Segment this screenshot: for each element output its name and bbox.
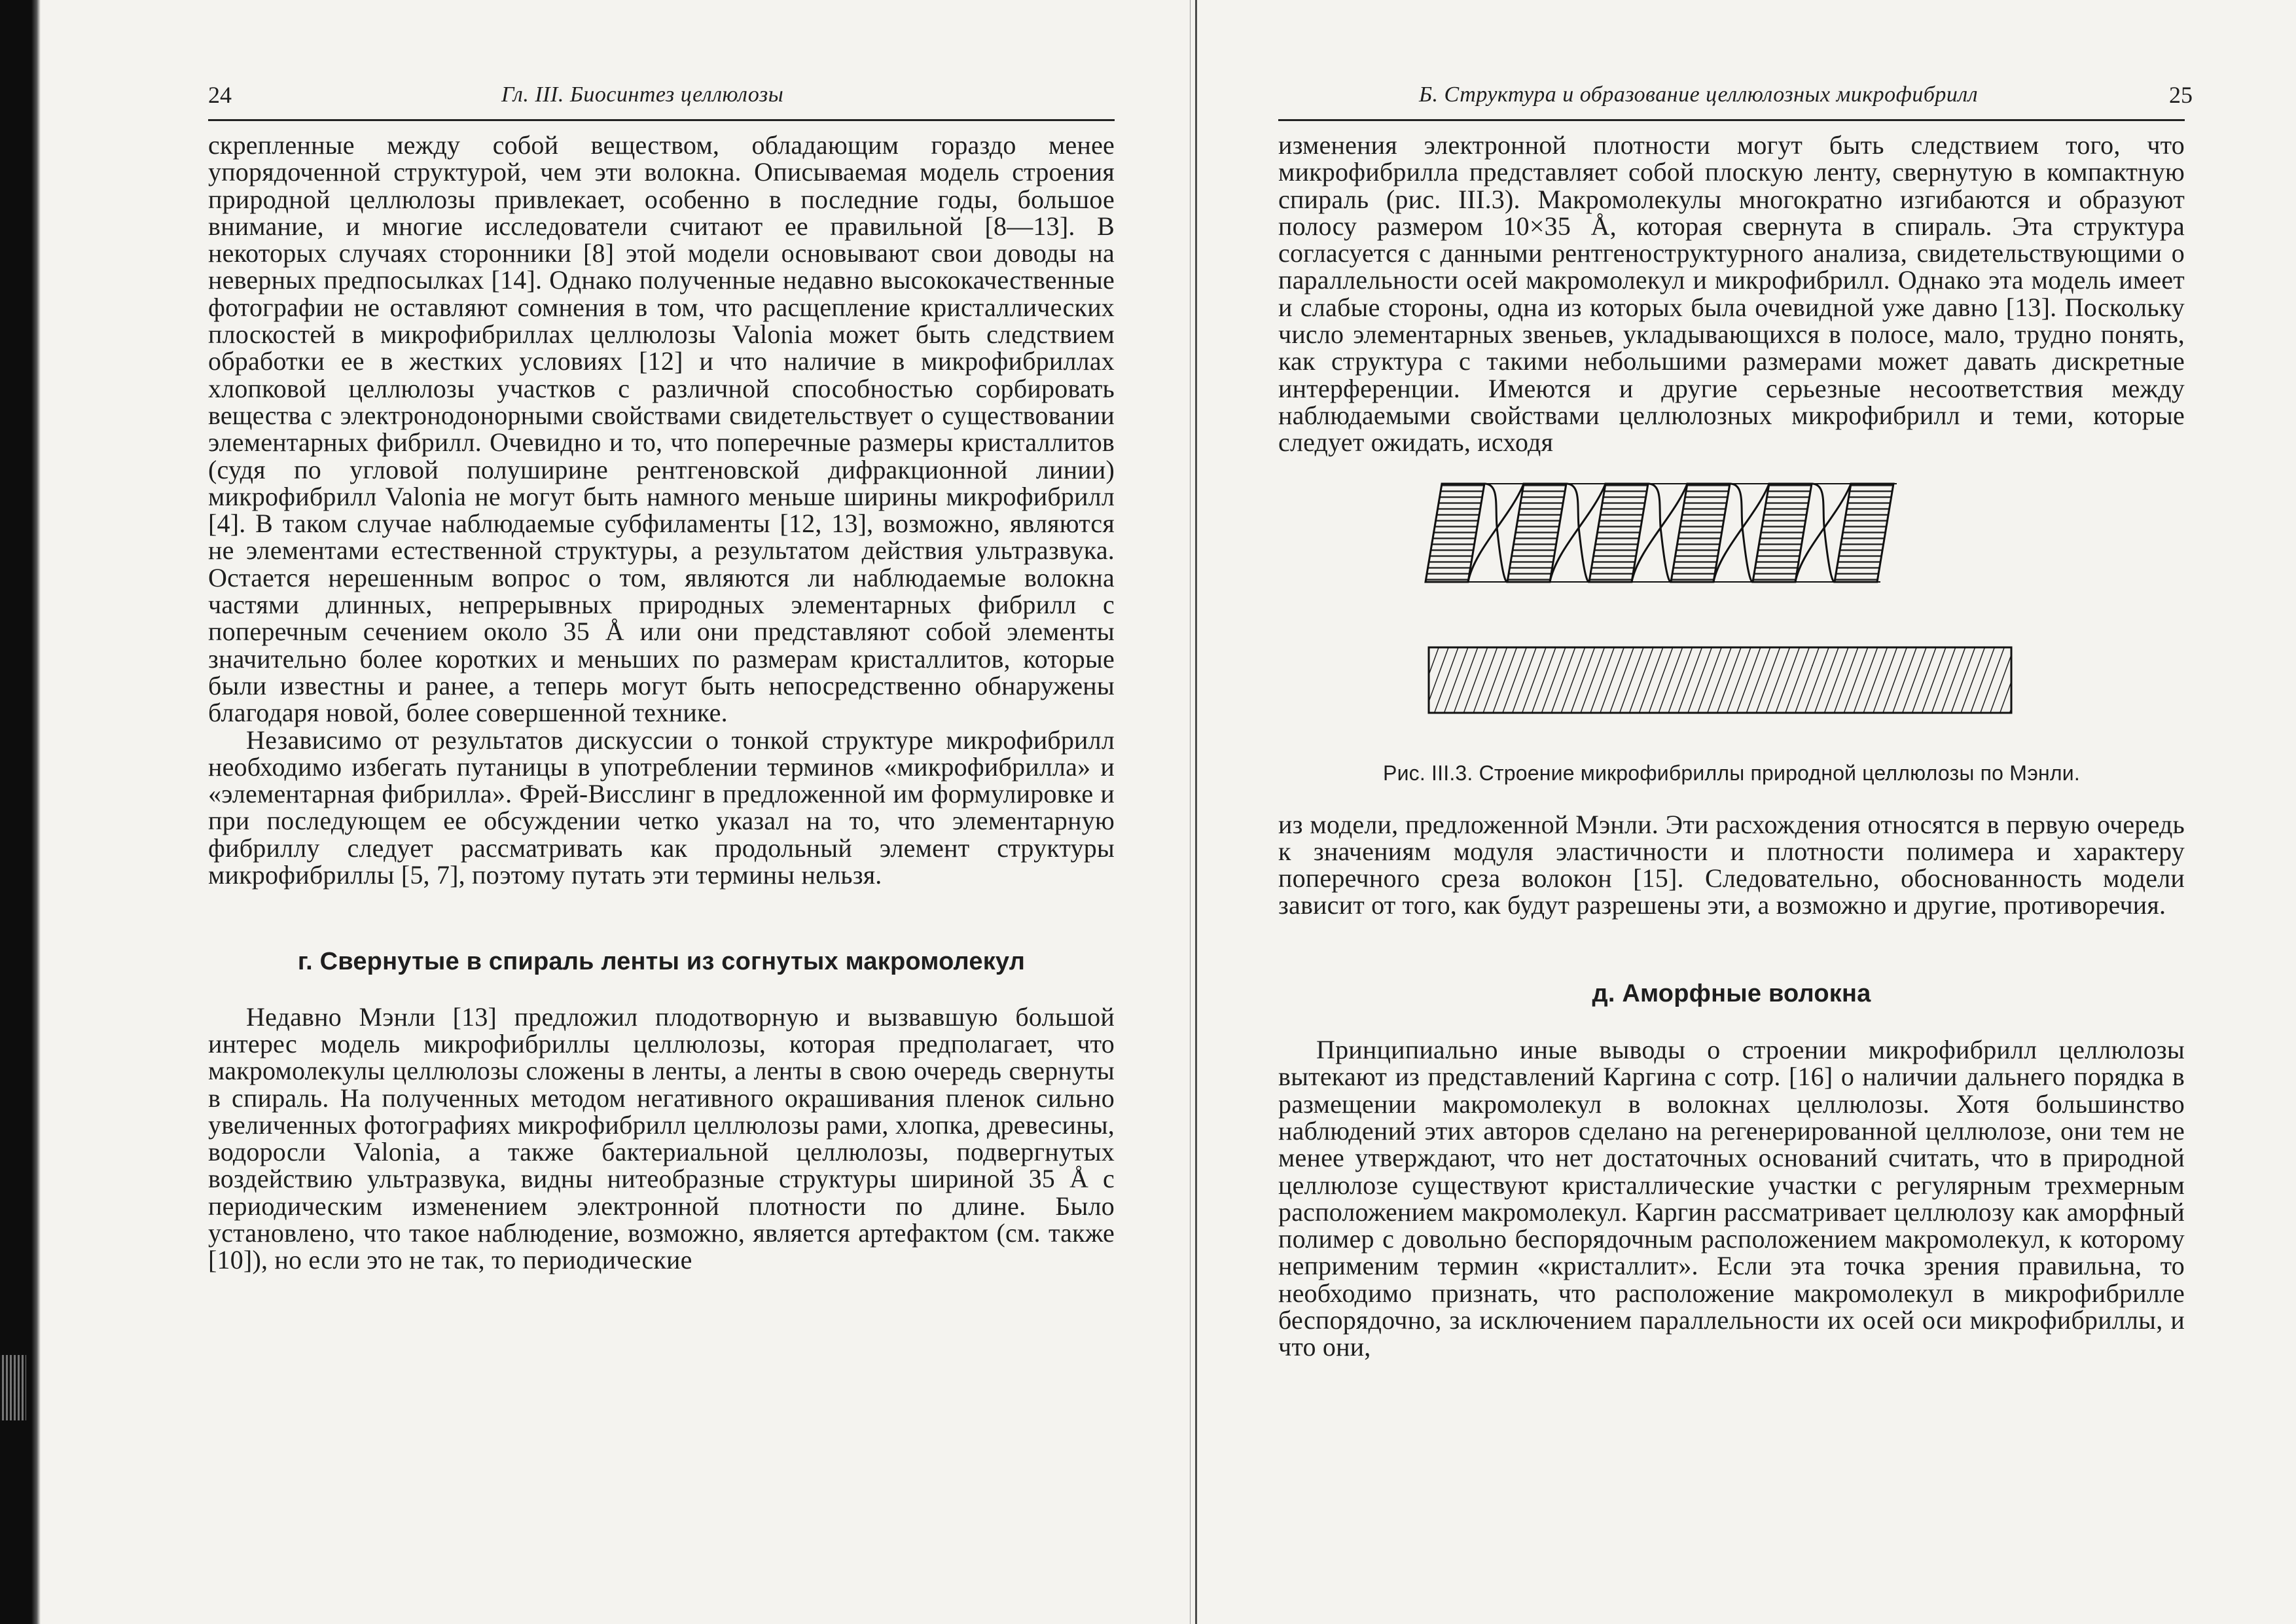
paragraph: из модели, предложенной Мэнли. Эти расхождения относятся в первую очередь к значениям модуля эластичности и плотности полимера и характеру поперечного среза волокон [15]. Следовательно, обоснованность модели зависит от того, как будут разрешены эти, а возможно и другие, противоречия. — [1278, 809, 2185, 920]
page-number: 25 — [2169, 82, 2193, 108]
section-title: г. Свернутые в спираль ленты из согнутых макромолекул — [297, 948, 1026, 976]
book-gutter-shadow — [1190, 0, 1191, 1624]
paragraph: Недавно Мэнли [13] предложил плодотворную и вызвавшую большой интерес модель микрофибриллы целлюлозы, которая предполагает, что макромолекулы целлюлозы сложены в ленты, а ленты в свою очередь свернуты в спираль. На полученных методом негативного окрашивания пленок сильно увеличенных фотографиях микрофибрилл целлюлозы рами, хлопка, древесины, водоросли Valonia, а также бактериальной целлюлозы, подвергнутых воздействию ультразвука, видны нитеобразные структуры шириной 35 Å с периодическим изменением электронной плотности по длине. Было установлено, что такое наблюдение, возможно, является артефактом (см. также [10]), но если это не так, то периодические — [208, 1001, 1115, 1275]
microfibril-diagram — [1278, 471, 2185, 752]
scan-edge-marks — [0, 1355, 26, 1420]
paragraph: скрепленные между собой веществом, обладающим гораздо менее упорядоченной структурой, чем эти волокна. Описываемая модель строения природной целлюлозы привлекает, особенно в последние годы, большое внимание, и многие исследователи считают ее правильной [8—13]. В некоторых случаях сторонники [8] этой модели основывают свои доводы на неверных предпосылках [14]. Однако полученные недавно высококачественные фотографии не оставляют сомнения в том, что расщепление кристаллических плоскостей в микрофибриллах целлюлозы Valonia может быть следствием обработки ее в жестких условиях [12] и что наличие в микрофибриллах хлопковой целлюлозы участков с различной способностью сорбировать вещества с электронодонорными свойствами свидетельствует о существовании элементарных фибрилл. Очевидно и то, что поперечные размеры кристаллитов (судя по угловой полуширине рентгеновской дифракционной линии) микрофибрилл Valonia не могут быть намного меньше ширины микрофибрилл [4]. В таком случае наблюдаемые субфиламенты [12, 13], возможно, являются не элементами естественной структуры, а результатом действия ультразвука. Остается нерешенным вопрос о том, являются ли наблюдаемые волокна частями длинных, непрерывных природных элементарных фибрилл с поперечным сечением около 35 Å или они представляют собой элементы значительно более коротких и меньших по размерам кристаллитов, которые были известны и ранее, а теперь могут быть непосредственно обнаружены благодаря новой, более совершенной технике. — [208, 130, 1115, 728]
right-page-body — [1278, 132, 2185, 1361]
figure-iii-3 — [1278, 471, 2185, 811]
flat-ribbon — [1429, 647, 2011, 713]
left-page — [208, 79, 1115, 1274]
paragraph: изменения электронной плотности могут быть следствием того, что микрофибрилла представляет собой плоскую ленту, свернутую в компактную спираль (рис. III.3). Макромолекулы многократно изгибаются и образуют полосу размером 10×35 Å, которая свернута в спираль. Эта структура согласуется с данными рентгеноструктурного анализа, свидетельствующими о параллельности осей макромолекул и микрофибрилл. Однако эта модель имеет и слабые стороны, одна из которых была очевидной уже давно [13]. Поскольку число элементарных звеньев, укладывающихся в полосе, мало, трудно понять, как структура с такими небольшими размерами может давать дискретные интерференции. Имеются и другие серьезные несоответствия между наблюдаемыми свойствами целлюлозных микрофибрилл и теми, которые следует ожидать, исходя — [1278, 130, 2185, 458]
section-title: д. Аморфные волокна — [1592, 979, 1871, 1007]
right-page-header — [1278, 79, 2193, 121]
running-head: Б. Структура и образование целлюлозных микрофибрилл — [1419, 82, 1979, 107]
paragraph: Независимо от результатов дискуссии о тонкой структуре микрофибрилл необходимо избегать путаницы в употреблении терминов «микрофибрилла» и «элементарная фибрилла». Фрей-Висслинг в предложенной им формулировке и при последующем ее обсуждении четко указал на то, что элементарную фибриллу следует рассматривать как продольный элемент структуры микрофибриллы [5, 7], поэтому путать эти термины нельзя. — [208, 725, 1115, 890]
paragraph: Принципиально иные выводы о строении микрофибрилл целлюлозы вытекают из представлений Каргина с сотр. [16] о наличии дальнего порядка в размещении макромолекул в волокнах целлюлозы. Хотя большинство наблюдений этих авторов сделано на регенерированной целлюлозе, они тем не менее утверждают, что нет достаточных оснований считать, что в природной целлюлозе существуют кристаллические участки с регулярным трехмерным расположением макромолекул. Каргин рассматривает целлюлозу как аморфный полимер с довольно беспорядочным расположением макромолекул, к которому неприменим термин «кристаллит». Если эта точка зрения правильна, то необходимо признать, что расположение макромолекул в микрофибрилле беспорядочно, за исключением параллельности их осей оси микрофибриллы, и что они, — [1278, 1035, 2185, 1362]
left-page-body — [208, 132, 1115, 1274]
figure-caption: Рис. III.3. Строение микрофибриллы природной целлюлозы по Мэнли. — [1383, 761, 2080, 785]
helical-ribbon — [1426, 484, 1897, 582]
book-gutter — [1195, 0, 1197, 1624]
page-number: 24 — [208, 82, 232, 108]
running-head: Гл. III. Биосинтез целлюлозы — [501, 82, 784, 107]
left-page-header — [208, 79, 1115, 121]
right-page — [1278, 79, 2193, 1362]
